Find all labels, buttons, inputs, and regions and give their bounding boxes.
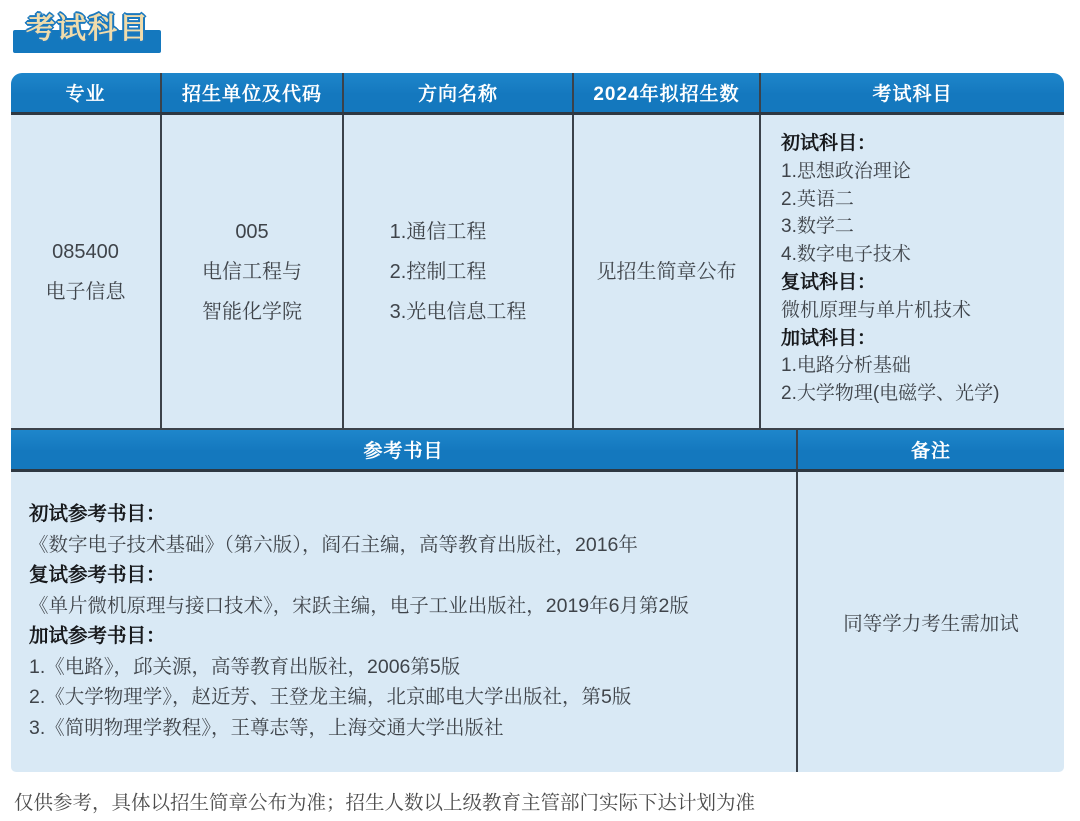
exam-line: 微机原理与单片机技术 [781, 299, 972, 321]
reference-line: 3.《简明物理学教程》，王尊志等，上海交通大学出版社 [29, 716, 504, 739]
reference-line: 加试参考书目： [29, 625, 166, 647]
table-body-row-2 [11, 472, 1064, 772]
exam-line: 4.数字电子技术 [781, 244, 911, 266]
reference-line: 复试参考书目： [29, 564, 166, 586]
disclaimer-text: 仅供参考，具体以招生简章公布为准；招生人数以上级教育主管部门实际下达计划为准 [14, 792, 756, 814]
table-header-row-2 [11, 430, 1064, 472]
cell-reference-books [11, 472, 798, 772]
exam-line: 3.数学二 [781, 216, 854, 238]
enrollment-value: 见招生简章公布 [596, 260, 737, 283]
direction-item: 2.控制工程 [389, 260, 487, 283]
reference-line: 2.《大学物理学》，赵近芳、王登龙主编，北京邮电大学出版社，第5版 [29, 686, 632, 708]
exam-line: 2.大学物理(电磁学、光学) [781, 383, 1000, 405]
cell-note [798, 472, 1064, 772]
table-header-row-1 [11, 73, 1064, 115]
cell-exam-subjects [761, 115, 1064, 428]
major-name: 电子信息 [45, 280, 126, 303]
reference-line: 《单片微机原理与接口技术》，宋跃主编，电子工业出版社，2019年6月第2版 [29, 594, 689, 617]
exam-line: 1.思想政治理论 [781, 160, 911, 182]
reference-line: 1.《电路》，邱关源，高等教育出版社，2006第5版 [29, 655, 461, 678]
reference-line: 初试参考书目： [29, 503, 166, 525]
header-reference: 参考书目 [11, 430, 798, 469]
header-enrollment: 2024年拟招生数 [574, 73, 761, 112]
section-title-badge [13, 0, 273, 53]
header-direction: 方向名称 [344, 73, 574, 112]
major-code: 085400 [52, 240, 119, 263]
direction-item: 1.通信工程 [389, 220, 487, 243]
cell-unit [162, 115, 344, 428]
exam-line: 复试科目： [781, 271, 877, 293]
section-title: 考试科目 [26, 13, 151, 45]
direction-item: 3.光电信息工程 [389, 300, 527, 323]
cell-directions [344, 115, 574, 428]
exam-line: 初试科目： [781, 133, 877, 154]
unit-code: 005 [235, 220, 269, 243]
exam-line: 加试科目： [781, 327, 877, 349]
cell-enrollment [574, 115, 761, 428]
header-note: 备注 [910, 441, 951, 462]
direction-list [390, 212, 527, 332]
exam-line: 2.英语二 [781, 188, 854, 210]
note-text: 同等学力考生需加试 [843, 613, 1019, 635]
reference-line: 《数字电子技术基础》（第六版），阎石主编，高等教育出版社，2016年 [29, 533, 638, 556]
cell-major [11, 115, 162, 428]
exam-line: 1.电路分析基础 [781, 355, 911, 377]
header-major: 专业 [11, 73, 162, 112]
header-unit: 招生单位及代码 [162, 73, 344, 112]
unit-name-line1: 电信工程与 [202, 260, 302, 283]
header-subjects: 考试科目 [872, 84, 953, 105]
unit-name-line2: 智能化学院 [202, 300, 302, 323]
admission-table [11, 73, 1064, 772]
table-body-row-1 [11, 115, 1064, 430]
